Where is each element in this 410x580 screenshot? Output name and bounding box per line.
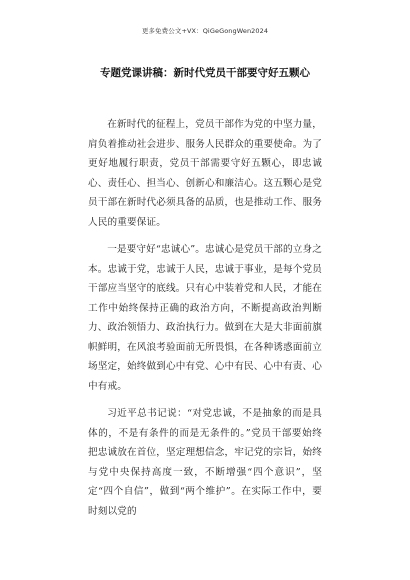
document-body — [88, 115, 322, 529]
header-note: 更多免费公文+VX：QiGeGongWen2024 — [141, 27, 269, 35]
paragraph-intro: 在新时代的征程上，党员干部作为党的中坚力量，肩负着推动社会进步、服务人民群众的重要使命。为了更好地履行职责，党员干部需要守好五颗心，即忠诚心、责任心、担当心、创新心和廉洁心。这五颗心是党员干部在新时代必须具备的品质，也是推动工作、服务人民的重要保证。 — [88, 119, 322, 228]
document-title: 专题党课讲稿：新时代党员干部要守好五颗心 — [100, 67, 310, 79]
paragraph-loyalty: 一是要守好“忠诚心”。忠诚心是党员干部的立身之本。忠诚于党，忠诚于人民，忠诚于事业，是每个党员干部应当坚守的底线。只有心中装着党和人民，才能在工作中始终保持正确的政治方向，不断提高政治判断力、政治领悟力、政治执行力。做到在大是大非面前旗帜鲜明，在风浪考验面前无所畏惧，在各种诱惑面前立场坚定，始终做到心中有党、心中有民、心中有责、心中有戒。 — [88, 244, 322, 392]
paragraph-quote: 习近平总书记说：“对党忠诚，不是抽象的而是具体的，不是有条件的而是无条件的。”党员干部要始终把忠诚放在首位，坚定理想信念，牢记党的宗旨，始终与党中央保持高度一致，不断增强“四个意识”，坚定“四个自信”，做到“两个维护”。在实际工作中，要时刻以党的 — [88, 408, 322, 517]
